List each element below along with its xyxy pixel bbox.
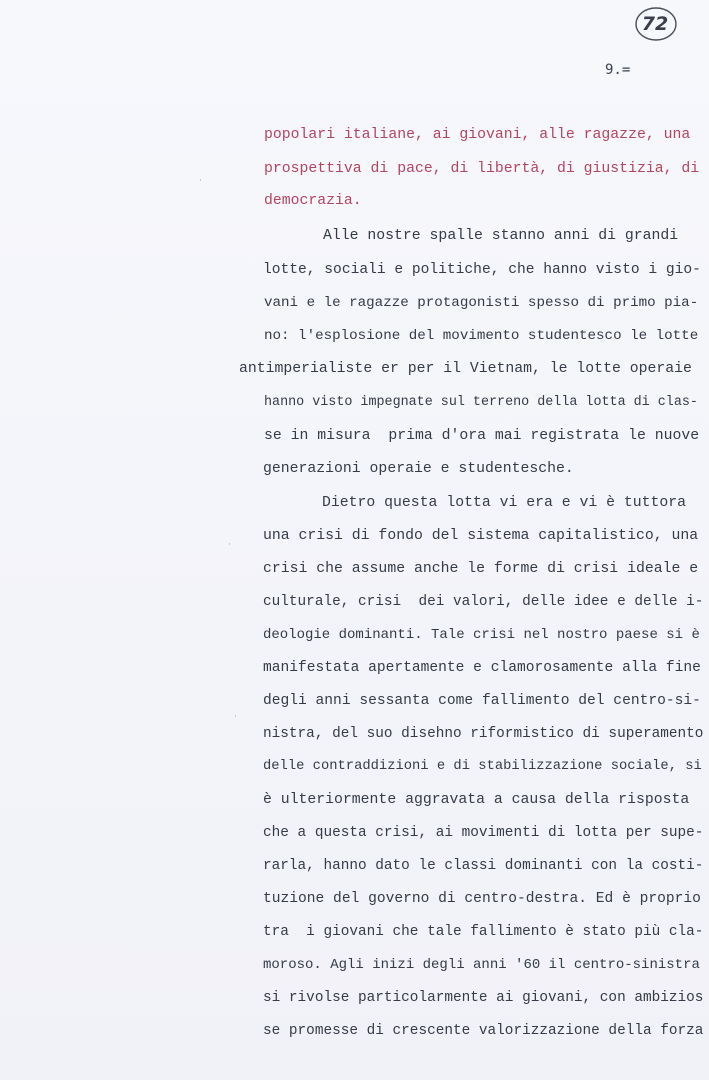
text-line-1: popolari italiane, ai giovani, alle ragazze, una — [264, 127, 691, 143]
text-line-9: hanno visto impegnate sul terreno della lotta di clas- — [264, 395, 698, 410]
text-line-16: deologie dominanti. Tale crisi nel nostro paese si è — [263, 627, 700, 643]
speck-mark: · — [228, 540, 231, 550]
text-line-3: democrazia. — [264, 193, 362, 209]
text-line-8: antimperialiste er per il Vietnam, le lotte operaie — [239, 361, 692, 377]
archive-page-stamp — [632, 4, 678, 44]
text-line-25: tra i giovani che tale fallimento è stato più cla- — [263, 924, 704, 940]
text-line-10: se in misura prima d'ora mai registrata le nuove — [264, 428, 700, 444]
text-line-21: è ulteriormente aggravata a causa della risposta — [263, 792, 690, 808]
text-line-19: nistra, del suo disehno riformistico di superamento — [263, 726, 704, 742]
text-line-2: prospettiva di pace, di libertà, di giustizia, di — [264, 161, 700, 177]
text-line-18: degli anni sessanta come fallimento del centro-si- — [263, 693, 701, 709]
text-line-12: Dietro questa lotta vi era e vi è tuttora — [322, 495, 687, 511]
text-line-23: rarla, hanno dato le classi dominanti con la costi- — [263, 858, 704, 874]
text-line-17: manifestata apertamente e clamorosamente alla fine — [263, 660, 701, 676]
speck-mark: · — [234, 712, 237, 722]
stamp-number: 72 — [641, 13, 669, 35]
text-line-7: no: l'esplosione del movimento studentesco le lotte — [264, 328, 699, 344]
text-line-11: generazioni operaie e studentesche. — [263, 461, 574, 477]
text-line-20: delle contraddizioni e di stabilizzazione sociale, si — [263, 759, 702, 774]
text-line-4: Alle nostre spalle stanno anni di grandi — [323, 228, 679, 244]
text-line-15: culturale, crisi dei valori, delle idee e delle i- — [263, 594, 704, 610]
text-line-24: tuzione del governo di centro-destra. Ed è proprio — [263, 891, 701, 907]
text-line-6: vani e le ragazze protagonisti spesso di primo pia- — [264, 295, 699, 311]
text-line-27: si rivolse particolarmente ai giovani, con ambizios — [263, 990, 704, 1006]
text-line-28: se promesse di crescente valorizzazione della forza — [263, 1023, 704, 1039]
text-line-22: che a questa crisi, ai movimenti di lotta per supe- — [263, 825, 704, 841]
text-line-5: lotte, sociali e politiche, che hanno visto i gio- — [263, 262, 701, 278]
page-number: 9.= — [605, 62, 631, 78]
text-line-14: crisi che assume anche le forme di crisi ideale e — [263, 561, 699, 577]
speck-mark: · — [199, 176, 202, 186]
text-line-13: una crisi di fondo del sistema capitalistico, una — [263, 528, 699, 544]
text-line-26: moroso. Agli inizi degli anni '60 il centro-sinistra — [263, 957, 700, 973]
